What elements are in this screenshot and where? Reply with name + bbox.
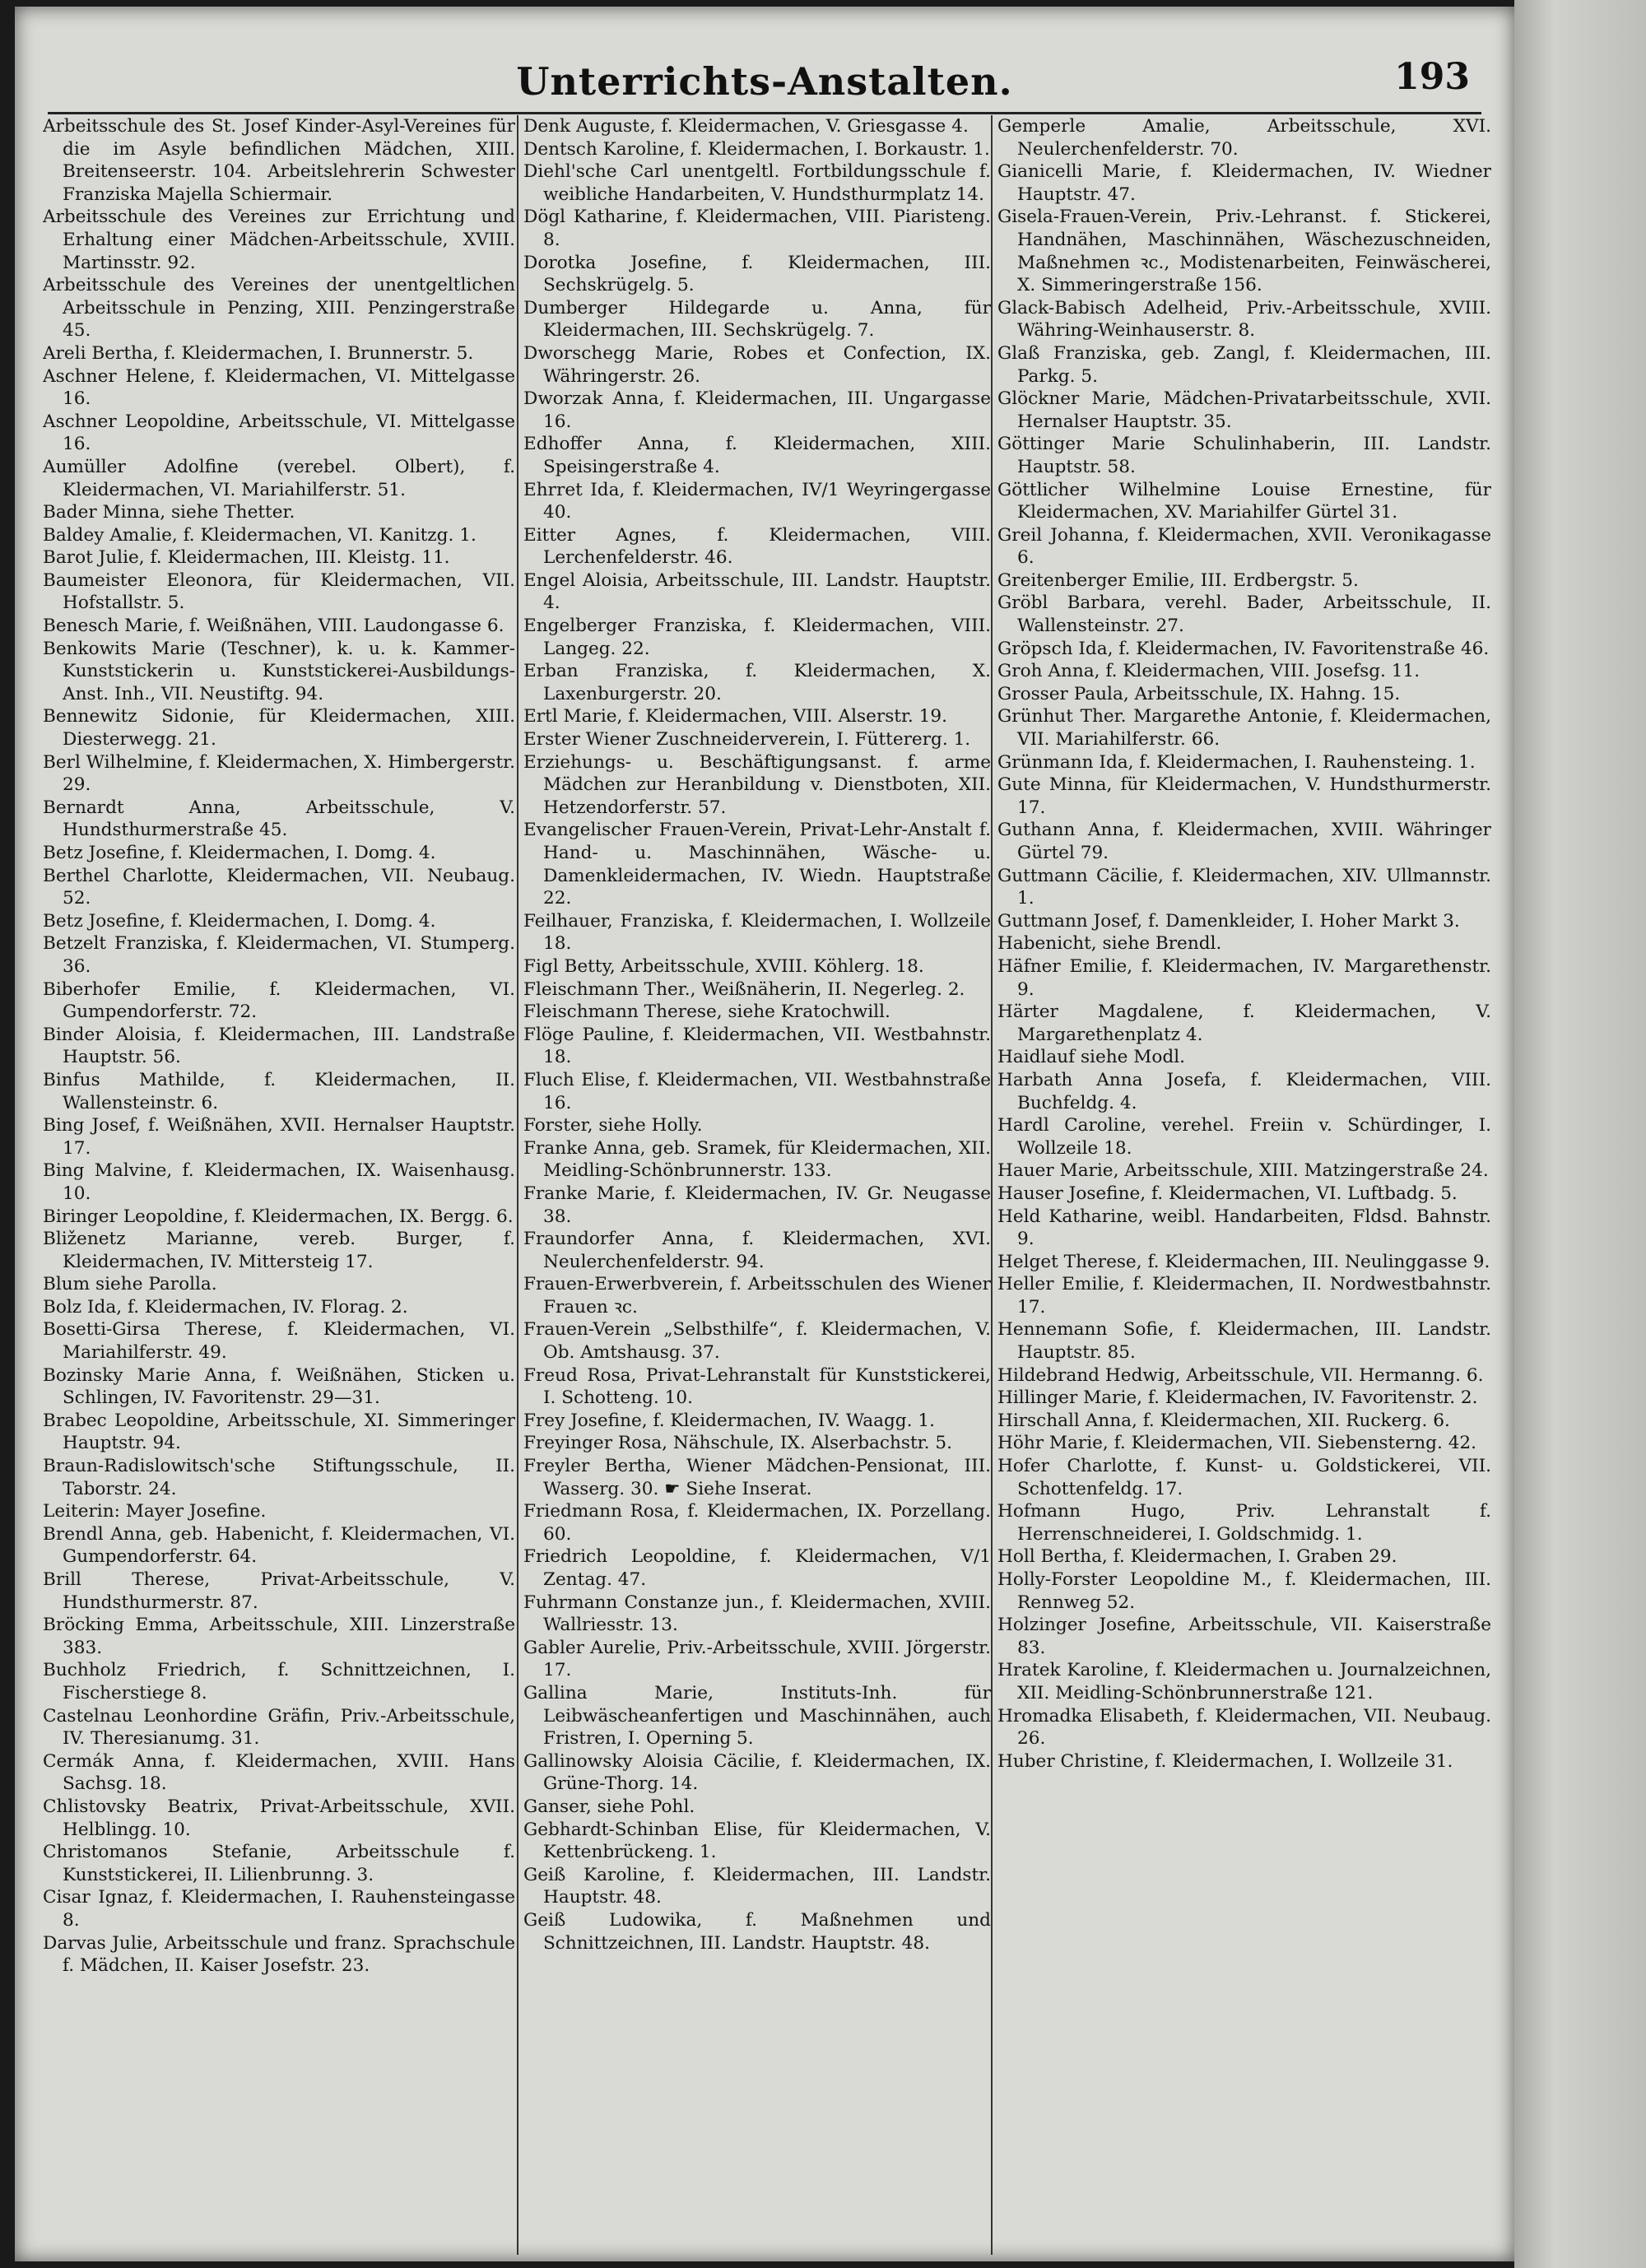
directory-entry: Braun-Radislowitsch'sche Stiftungsschule, II. Taborstr. 24. [43,1456,515,1499]
directory-entry: Franke Marie, f. Kleidermachen, IV. Gr. Neugasse 38. [523,1183,991,1227]
directory-entry: Greitenberger Emilie, III. Erdbergstr. 5. [997,569,1359,591]
directory-entry: Gabler Aurelie, Priv.-Arbeitsschule, XVIII. Jörgerstr. 17. [523,1637,991,1681]
directory-entry: Habenicht, siehe Brendl. [997,933,1222,955]
directory-entry: Berl Wilhelmine, f. Kleidermachen, X. Himbergerstr. 29. [43,751,515,796]
directory-entry: Betzelt Franziska, f. Kleidermachen, VI. Stumperg. 36. [43,933,515,977]
directory-entry: Blum siehe Parolla. [43,1274,217,1295]
directory-entry: Bennewitz Sidonie, für Kleidermachen, XIII. Diesterwegg. 21. [43,706,515,751]
directory-entry: Held Katharine, weibl. Handarbeiten, Fldsd. Bahnstr. 9. [997,1206,1491,1250]
directory-entry: Höhr Marie, f. Kleidermachen, VII. Siebensterng. 42. [997,1433,1477,1454]
page-header [15,48,1514,114]
directory-entry: Friedmann Rosa, f. Kleidermachen, IX. Porzellang. 60. [523,1501,991,1545]
directory-entry: Areli Bertha, f. Kleidermachen, I. Brunnerstr. 5. [43,342,474,364]
directory-entry: Gebhardt-Schinban Elise, für Kleidermachen, V. Kettenbrückeng. 1. [523,1819,991,1863]
directory-entry: Fuhrmann Constanze jun., f. Kleidermachen, XVIII. Wallriesstr. 13. [523,1592,991,1636]
directory-entry: Dumberger Hildegarde u. Anna, für Kleidermachen, III. Sechskrügelg. 7. [523,297,991,342]
directory-entry: Bozinsky Marie Anna, f. Weißnähen, Sticken u. Schlingen, IV. Favoritenstr. 29—31. [43,1364,515,1409]
directory-entry: Frey Josefine, f. Kleidermachen, IV. Waagg. 1. [523,1410,935,1431]
directory-entry: Aschner Leopoldine, Arbeitsschule, VI. Mittelgasse 16. [43,411,515,455]
directory-entry: Biberhofer Emilie, f. Kleidermachen, VI. Gumpendorferstr. 72. [43,978,515,1023]
directory-entry: Franke Anna, geb. Sramek, für Kleidermachen, XII. Meidling-Schönbrunnerstr. 133. [523,1137,991,1182]
directory-entry: Hildebrand Hedwig, Arbeitsschule, VII. Hermanng. 6. [997,1364,1484,1386]
directory-entry: Glöckner Marie, Mädchen-Privatarbeitsschule, XVII. Hernalser Hauptstr. 35. [997,388,1491,432]
directory-entry: Gisela-Frauen-Verein, Priv.-Lehranst. f. Stickerei, Handnähen, Maschinnähen, Wäschezuschneiden, Maßnehmen ꝛc., Modistenarbeiten, Feinwäscherei, X. Simmeringerstraße 156. [997,207,1491,296]
directory-entry: Helget Therese, f. Kleidermachen, III. Neulinggasse 9. [997,1251,1490,1272]
directory-entry: Hauser Josefine, f. Kleidermachen, VI. Luftbadg. 5. [997,1183,1458,1204]
directory-entry: Cermák Anna, f. Kleidermachen, XVIII. Hans Sachsg. 18. [43,1750,515,1795]
directory-entry: Grosser Paula, Arbeitsschule, IX. Hahng. 15. [997,683,1401,704]
directory-entry: Flöge Pauline, f. Kleidermachen, VII. Westbahnstr. 18. [523,1024,991,1068]
directory-entry: Hromadka Elisabeth, f. Kleidermachen, VII. Neubaug. 26. [997,1705,1491,1750]
directory-entry: Erster Wiener Zuschneiderverein, I. Füttererg. 1. [523,729,971,751]
directory-entry: Hennemann Sofie, f. Kleidermachen, III. Landstr. Hauptstr. 85. [997,1319,1491,1364]
directory-entry: Göttinger Marie Schulinhaberin, III. Landstr. Hauptstr. 58. [997,434,1491,477]
directory-entry: Fraundorfer Anna, f. Kleidermachen, XVI. Neulerchenfelderstr. 94. [523,1229,991,1272]
directory-entry: Gemperle Amalie, Arbeitsschule, XVI. Neulerchenfelderstr. 70. [997,116,1491,160]
directory-entry: Aumüller Adolfine (verebel. Olbert), f. Kleidermachen, VI. Mariahilferstr. 51. [43,456,515,500]
directory-entry: Berthel Charlotte, Kleidermachen, VII. Neubaug. 52. [43,865,515,909]
directory-entry: Grünmann Ida, f. Kleidermachen, I. Rauhensteing. 1. [997,751,1476,773]
directory-entry: Freud Rosa, Privat-Lehranstalt für Kunststickerei, I. Schotteng. 10. [523,1364,991,1409]
column-1 [43,115,515,2255]
directory-entry: Betz Josefine, f. Kleidermachen, I. Domg. 4. [43,910,436,932]
directory-entry: Benesch Marie, f. Weißnähen, VIII. Laudongasse 6. [43,616,504,637]
directory-entry: Castelnau Leonhordine Gräfin, Priv.-Arbeitsschule, IV. Theresianumg. 31. [43,1705,515,1750]
directory-entry: Häfner Emilie, f. Kleidermachen, IV. Margarethenstr. 9. [997,955,1491,1000]
directory-entry: Dögl Katharine, f. Kleidermachen, VIII. Piaristeng. 8. [523,207,991,250]
directory-entry: Brill Therese, Privat-Arbeitsschule, V. Hundsthurmerstr. 87. [43,1569,515,1613]
directory-entry: Frauen-Erwerbverein, f. Arbeitsschulen des Wiener Frauen ꝛc. [523,1274,991,1318]
directory-entry: Holl Bertha, f. Kleidermachen, I. Graben 29. [997,1546,1397,1568]
page-title: Unterrichts-Anstalten. [516,59,1013,104]
directory-entry: Gröpsch Ida, f. Kleidermachen, IV. Favoritenstraße 46. [997,638,1490,659]
directory-entry: Figl Betty, Arbeitsschule, XVIII. Köhlerg. 18. [523,955,924,977]
directory-entry: Hauer Marie, Arbeitsschule, XIII. Matzingerstraße 24. [997,1160,1489,1182]
directory-entry: Engel Aloisia, Arbeitsschule, III. Landstr. Hauptstr. 4. [523,569,991,614]
directory-entry: Gallina Marie, Instituts-Inh. für Leibwäscheanfertigen und Maschinnähen, auch Fristren, I. Operning 5. [523,1682,991,1750]
directory-entry: Bing Josef, f. Weißnähen, XVII. Hernalser Hauptstr. 17. [43,1115,515,1159]
directory-entry: Aschner Helene, f. Kleidermachen, VI. Mittelgasse 16. [43,365,515,410]
directory-entry: Dentsch Karoline, f. Kleidermachen, I. Borkaustr. 1. [523,138,990,160]
column-2 [517,115,991,2255]
directory-entry: Holly-Forster Leopoldine M., f. Kleidermachen, III. Rennweg 52. [997,1569,1491,1613]
directory-entry: Barot Julie, f. Kleidermachen, III. Kleistg. 11. [43,547,450,569]
directory-entry: Gianicelli Marie, f. Kleidermachen, IV. Wiedner Hauptstr. 47. [997,161,1491,205]
directory-entry: Dworzak Anna, f. Kleidermachen, III. Ungargasse 16. [523,388,991,432]
page-number: 193 [1394,56,1470,98]
directory-entry: Gallinowsky Aloisia Cäcilie, f. Kleidermachen, IX. Grüne-Thorg. 14. [523,1750,991,1795]
directory-entry: Diehl'sche Carl unentgeltl. Fortbildungsschule f. weibliche Handarbeiten, V. Hundsthurmplatz 14. [523,161,991,205]
directory-entry: Feilhauer, Franziska, f. Kleidermachen, I. Wollzeile 18. [523,910,991,955]
directory-entry: Harbath Anna Josefa, f. Kleidermachen, VIII. Buchfeldg. 4. [997,1069,1491,1113]
directory-entry: Leiterin: Mayer Josefine. [43,1501,267,1522]
directory-entry: Freyinger Rosa, Nähschule, IX. Alserbachstr. 5. [523,1433,952,1454]
directory-entry: Geiß Karoline, f. Kleidermachen, III. Landstr. Hauptstr. 48. [523,1864,991,1908]
directory-entry: Erban Franziska, f. Kleidermachen, X. Laxenburgerstr. 20. [523,661,991,704]
directory-entry: Baumeister Eleonora, für Kleidermachen, VII. Hofstallstr. 5. [43,569,515,614]
directory-entry: Geiß Ludowika, f. Maßnehmen und Schnittzeichnen, III. Landstr. Hauptstr. 48. [523,1909,991,1954]
directory-entry: Huber Christine, f. Kleidermachen, I. Wollzeile 31. [997,1750,1453,1772]
directory-entry: Bliženetz Marianne, vereb. Burger, f. Kleidermachen, IV. Mittersteig 17. [43,1229,515,1272]
directory-entry: Biringer Leopoldine, f. Kleidermachen, IX. Bergg. 6. [43,1206,514,1227]
directory-entry: Groh Anna, f. Kleidermachen, VIII. Josefsg. 11. [997,661,1420,682]
directory-entry: Heller Emilie, f. Kleidermachen, II. Nordwestbahnstr. 17. [997,1274,1491,1318]
directory-entry: Denk Auguste, f. Kleidermachen, V. Griesgasse 4. [523,116,969,137]
directory-entry: Bosetti-Girsa Therese, f. Kleidermachen, VI. Mariahilferstr. 49. [43,1319,515,1364]
directory-entry: Hirschall Anna, f. Kleidermachen, XII. Ruckerg. 6. [997,1410,1450,1431]
directory-entry: Hofmann Hugo, Priv. Lehranstalt f. Herrenschneiderei, I. Goldschmidg. 1. [997,1501,1491,1545]
directory-entry: Arbeitsschule des Vereines zur Errichtung und Erhaltung einer Mädchen-Arbeitsschule, XVIII. Martinsstr. 92. [43,207,515,273]
directory-entry: Ehrret Ida, f. Kleidermachen, IV/1 Weyringergasse 40. [523,479,991,523]
directory-entry: Haidlauf siehe Modl. [997,1047,1185,1068]
directory-entry: Dworschegg Marie, Robes et Confection, IX. Währingerstr. 26. [523,342,991,387]
directory-entry: Härter Magdalene, f. Kleidermachen, V. Margarethenplatz 4. [997,1002,1491,1045]
directory-entry: Gröbl Barbara, verehl. Bader, Arbeitsschule, II. Wallensteinstr. 27. [997,593,1491,637]
directory-entry: Bröcking Emma, Arbeitsschule, XIII. Linzerstraße 383. [43,1615,515,1658]
directory-entry: Ertl Marie, f. Kleidermachen, VIII. Alserstr. 19. [523,706,947,727]
directory-entry: Hillinger Marie, f. Kleidermachen, IV. Favoritenstr. 2. [997,1387,1478,1409]
directory-entry: Guthann Anna, f. Kleidermachen, XVIII. Währinger Gürtel 79. [997,820,1491,863]
directory-entry: Fluch Elise, f. Kleidermachen, VII. Westbahnstraße 16. [523,1069,991,1113]
directory-entry: Brendl Anna, geb. Habenicht, f. Kleidermachen, VI. Gumpendorferstr. 64. [43,1523,515,1568]
directory-entry: Eitter Agnes, f. Kleidermachen, VIII. Lerchenfelderstr. 46. [523,524,991,569]
directory-entry: Brabec Leopoldine, Arbeitsschule, XI. Simmeringer Hauptstr. 94. [43,1410,515,1454]
directory-entry: Grünhut Ther. Margarethe Antonie, f. Kleidermachen, VII. Mariahilferstr. 66. [997,706,1491,751]
directory-entry: Arbeitsschule des St. Josef Kinder-Asyl-Vereines für die im Asyle befindlichen Mädchen, XIII. Breitenseerstr. 104. Arbeitslehrerin Schwester Franziska Majella Schiermair. [43,116,515,205]
directory-entry: Fleischmann Therese, siehe Kratochwill. [523,1002,890,1023]
directory-entry: Erziehungs- u. Beschäftigungsanst. f. arme Mädchen zur Heranbildung v. Dienstboten, XII. Hetzendorferstr. 57. [523,751,991,818]
directory-entry: Chlistovsky Beatrix, Privat-Arbeitsschule, XVII. Helblingg. 10. [43,1796,515,1840]
column-3 [991,115,1491,2255]
directory-entry: Hardl Caroline, verehel. Freiin v. Schürdinger, I. Wollzeile 18. [997,1115,1491,1159]
directory-entry: Engelberger Franziska, f. Kleidermachen, VIII. Langeg. 22. [523,616,991,659]
directory-entry: Dorotka Josefine, f. Kleidermachen, III. Sechskrügelg. 5. [523,252,991,296]
directory-entry: Hratek Karoline, f. Kleidermachen u. Journalzeichnen, XII. Meidling-Schönbrunnerstraße 121. [997,1660,1491,1703]
directory-entry: Bolz Ida, f. Kleidermachen, IV. Florag. 2. [43,1296,408,1318]
directory-entry: Frauen-Verein „Selbsthilfe“, f. Kleidermachen, V. Ob. Amtshausg. 37. [523,1319,991,1364]
header-rule [48,112,1481,114]
directory-entry: Forster, siehe Holly. [523,1115,703,1136]
directory-entry: Baldey Amalie, f. Kleidermachen, VI. Kanitzg. 1. [43,524,477,546]
directory-entry: Glack-Babisch Adelheid, Priv.-Arbeitsschule, XVIII. Währing-Weinhauserstr. 8. [997,297,1491,342]
directory-entry: Guttmann Josef, f. Damenkleider, I. Hoher Markt 3. [997,910,1460,932]
directory-entry: Freyler Bertha, Wiener Mädchen-Pensionat, III. Wasserg. 30. ☛ Siehe Inserat. [523,1456,991,1499]
directory-entry: Bernardt Anna, Arbeitsschule, V. Hundsthurmerstraße 45. [43,797,515,841]
directory-entry: Benkowits Marie (Teschner), k. u. k. Kammer-Kunststickerin u. Kunststickerei-Ausbildungs-Anst. Inh., VII. Neustiftg. 94. [43,638,515,704]
directory-entry: Arbeitsschule des Vereines der unentgeltlichen Arbeitsschule in Penzing, XIII. Penzingerstraße 45. [43,275,515,342]
directory-entry: Christomanos Stefanie, Arbeitsschule f. Kunststickerei, II. Lilienbrunng. 3. [43,1842,515,1885]
directory-entry: Buchholz Friedrich, f. Schnittzeichnen, I. Fischerstiege 8. [43,1660,515,1703]
directory-entry: Edhoffer Anna, f. Kleidermachen, XIII. Speisingerstraße 4. [523,434,991,477]
book-page [15,7,1514,2261]
directory-entry: Holzinger Josefine, Arbeitsschule, VII. Kaiserstraße 83. [997,1615,1491,1658]
directory-entry: Cisar Ignaz, f. Kleidermachen, I. Rauhensteingasse 8. [43,1887,515,1931]
directory-entry: Darvas Julie, Arbeitsschule und franz. Sprachschule f. Mädchen, II. Kaiser Josefstr. 23. [43,1932,515,1977]
directory-entry: Ganser, siehe Pohl. [523,1796,695,1817]
directory-entry: Guttmann Cäcilie, f. Kleidermachen, XIV. Ullmannstr. 1. [997,865,1491,909]
directory-entry: Göttlicher Wilhelmine Louise Ernestine, für Kleidermachen, XV. Mariahilfer Gürtel 31. [997,479,1491,523]
directory-entry: Gute Minna, für Kleidermachen, V. Hundsthurmerstr. 17. [997,774,1491,818]
page-edge [1514,0,1646,2268]
directory-entry: Bader Minna, siehe Thetter. [43,502,295,523]
directory-entry: Binfus Mathilde, f. Kleidermachen, II. Wallensteinstr. 6. [43,1069,515,1113]
directory-entry: Fleischmann Ther., Weißnäherin, II. Negerleg. 2. [523,978,965,1000]
directory-entry: Hofer Charlotte, f. Kunst- u. Goldstickerei, VII. Schottenfeldg. 17. [997,1456,1491,1499]
directory-entry: Binder Aloisia, f. Kleidermachen, III. Landstraße Hauptstr. 56. [43,1024,515,1068]
directory-entry: Betz Josefine, f. Kleidermachen, I. Domg. 4. [43,843,436,863]
directory-entry: Bing Malvine, f. Kleidermachen, IX. Waisenhausg. 10. [43,1160,515,1204]
directory-entry: Evangelischer Frauen-Verein, Privat-Lehr-Anstalt f. Hand- u. Maschinnähen, Wäsche- u. Damenkleidermachen, IV. Wiedn. Hauptstraße 22. [523,820,991,909]
directory-entry: Greil Johanna, f. Kleidermachen, XVII. Veronikagasse 6. [997,524,1491,569]
directory-entry: Friedrich Leopoldine, f. Kleidermachen, V/1 Zentag. 47. [523,1546,991,1590]
directory-entry: Glaß Franziska, geb. Zangl, f. Kleidermachen, III. Parkg. 5. [997,342,1491,387]
